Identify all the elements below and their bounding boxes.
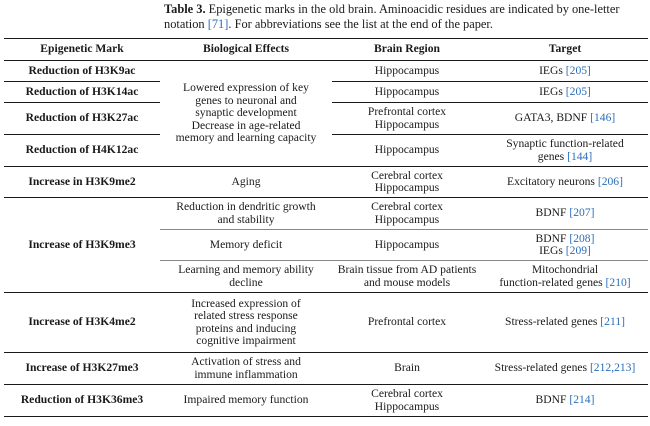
effect-cell: Reduction in dendritic growth and stability xyxy=(160,198,332,230)
mark-cell: Reduction of H3K14ac xyxy=(4,82,160,103)
citation-link[interactable]: [214] xyxy=(569,393,595,407)
epigenetic-marks-table xyxy=(4,38,648,417)
table-row xyxy=(4,353,648,385)
citation-link[interactable]: [205] xyxy=(565,63,591,77)
target-cell: GATA3, BDNF [146] xyxy=(482,103,648,135)
header-target: Target xyxy=(482,39,648,61)
target-cell: Stress-related genes [211] xyxy=(482,293,648,353)
effect-cell: Aging xyxy=(160,167,332,198)
citation-link[interactable]: [212,213] xyxy=(589,361,636,375)
region-cell: Brain xyxy=(332,353,482,385)
mark-cell: Increase of H3K9me3 xyxy=(4,198,160,293)
mark-cell: Reduction of H3K27ac xyxy=(4,103,160,135)
target-cell: Stress-related genes [212,213] xyxy=(482,353,648,385)
target-cell: BDNF [208] IEGs [209] xyxy=(482,230,648,261)
citation-link[interactable]: [209] xyxy=(565,244,591,257)
table-row xyxy=(4,293,648,353)
effect-line: Lowered expression of key xyxy=(183,81,309,95)
effect-cell xyxy=(160,61,332,167)
region-cell: Hippocampus xyxy=(332,230,482,261)
header-mark: Epigenetic Mark xyxy=(4,39,160,61)
target-cell: Excitatory neurons [206] xyxy=(482,167,648,198)
caption-tail: . For abbreviations see the list at the end of the paper. xyxy=(228,17,493,31)
caption-text: Epigenetic marks in the old brain. Aminoacidic residues are indicated by one-letter notation xyxy=(164,2,620,31)
mark-cell: Reduction of H3K36me3 xyxy=(4,385,160,417)
target-cell: Mitochondrial function-related genes [210] xyxy=(482,261,648,293)
target-cell: IEGs [205] xyxy=(482,61,648,82)
citation-link[interactable]: [210] xyxy=(605,275,631,289)
table-row xyxy=(4,385,648,417)
target-cell: BDNF [214] xyxy=(482,385,648,417)
header-effects: Biological Effects xyxy=(160,39,332,61)
table-row xyxy=(4,61,648,82)
citation-link[interactable]: [144] xyxy=(567,149,593,163)
citation-link[interactable]: [207] xyxy=(569,206,595,220)
effect-cell: Learning and memory ability decline xyxy=(160,261,332,293)
region-cell: Hippocampus xyxy=(332,135,482,167)
effect-cell: Activation of stress and immune inflammation xyxy=(160,353,332,385)
effect-cell: Memory deficit xyxy=(160,230,332,261)
caption-ref-link[interactable]: [71] xyxy=(207,17,229,31)
citation-link[interactable]: [146] xyxy=(590,111,616,125)
target-cell: BDNF [207] xyxy=(482,198,648,230)
citation-link[interactable]: [211] xyxy=(600,315,625,329)
effect-cell: Impaired memory function xyxy=(160,385,332,417)
table-row xyxy=(4,167,648,198)
mark-cell: Increase of H3K4me2 xyxy=(4,293,160,353)
table-caption xyxy=(164,2,644,32)
citation-link[interactable]: [205] xyxy=(565,84,591,98)
region-cell: Hippocampus xyxy=(332,82,482,103)
effect-cell: Increased expression of related stress response proteins and inducing cognitive impairment xyxy=(160,293,332,353)
mark-cell: Reduction of H3K9ac xyxy=(4,61,160,82)
table-header-row xyxy=(4,39,648,61)
effect-line: genes to neuronal and xyxy=(195,93,297,107)
citation-link[interactable]: [206] xyxy=(597,174,623,188)
region-cell: Hippocampus xyxy=(332,61,482,82)
region-cell: Cerebral cortex Hippocampus xyxy=(332,198,482,230)
mark-cell: Reduction of H4K12ac xyxy=(4,135,160,167)
region-cell: Brain tissue from AD patients and mouse models xyxy=(332,261,482,293)
region-cell: Prefrontal cortex Hippocampus xyxy=(332,103,482,135)
effect-line: memory and learning capacity xyxy=(175,131,317,145)
region-cell: Prefrontal cortex xyxy=(332,293,482,353)
target-cell: IEGs [205] xyxy=(482,82,648,103)
effect-line: synaptic development xyxy=(195,106,297,120)
effect-line: Decrease in age-related xyxy=(191,118,301,132)
table-row xyxy=(4,198,648,230)
region-cell: Cerebral cortex Hippocampus xyxy=(332,385,482,417)
mark-cell: Increase of H3K27me3 xyxy=(4,353,160,385)
header-region: Brain Region xyxy=(332,39,482,61)
mark-cell: Increase in H3K9me2 xyxy=(4,167,160,198)
citation-link[interactable]: [208] xyxy=(569,231,595,245)
target-cell: Synaptic function-related genes [144] xyxy=(482,135,648,167)
region-cell: Cerebral cortex Hippocampus xyxy=(332,167,482,198)
caption-label: Table 3. xyxy=(164,2,206,16)
